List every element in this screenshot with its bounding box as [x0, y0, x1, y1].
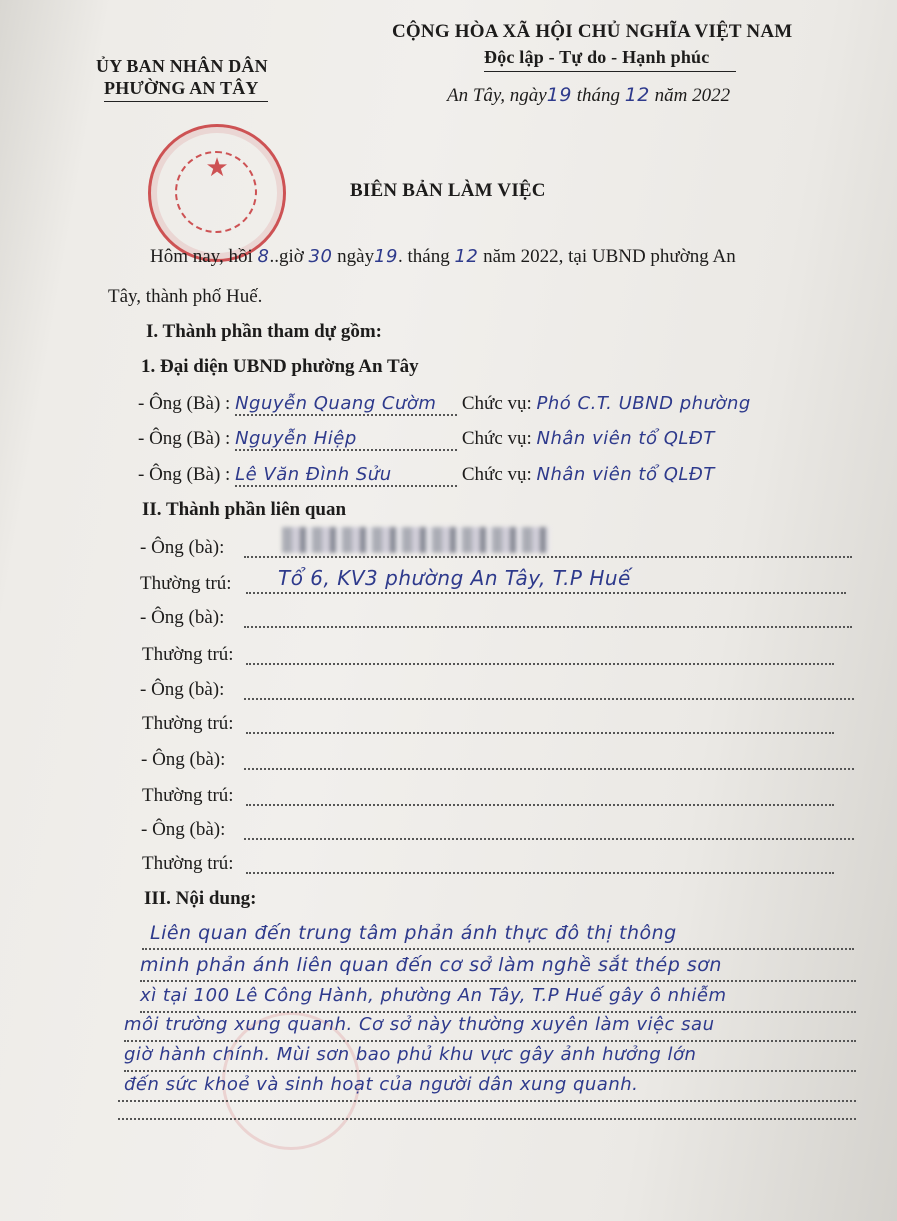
- content-dotted-line: [124, 1040, 856, 1042]
- content-dotted-line: [140, 1011, 856, 1013]
- content-line: giờ hành chính. Mùi sơn bao phủ khu vực gây ảnh hưởng lớn: [124, 1044, 697, 1065]
- member-role-label: Chức vụ:: [461, 464, 532, 485]
- opening-minute: 30: [308, 246, 333, 267]
- residence-label: Thường trú:: [142, 713, 234, 734]
- opening-word3: ngày: [337, 246, 375, 267]
- document-title: BIÊN BẢN LÀM VIỆC: [350, 180, 546, 201]
- person-dotted-line: [244, 698, 854, 700]
- member-row: [138, 393, 751, 416]
- member-name: Nguyễn Hiệp: [235, 428, 457, 451]
- date-year: năm 2022: [654, 85, 731, 106]
- opening-line1: [150, 246, 736, 268]
- residence-label: Thường trú:: [142, 644, 234, 665]
- residence-dotted-line: [246, 663, 834, 665]
- person-label: - Ông (bà):: [141, 819, 226, 840]
- section1-heading: I. Thành phần tham dự gồm:: [146, 321, 382, 342]
- person-dotted-line: [244, 556, 852, 558]
- content-dotted-line: [140, 980, 856, 982]
- residence-dotted-line: [246, 872, 834, 874]
- section1-subheading: 1. Đại diện UBND phường An Tây: [141, 356, 419, 377]
- opening-hour: 8: [257, 246, 270, 267]
- residence-label: Thường trú:: [140, 573, 232, 594]
- nation-line2: Độc lập - Tự do - Hạnh phúc: [484, 47, 710, 67]
- agency-underline: [104, 101, 268, 102]
- agency-line1: ỦY BAN NHÂN DÂN: [96, 56, 268, 76]
- content-line: minh phản ánh liên quan đến cơ sở làm nghề sắt thép sơn: [140, 954, 722, 976]
- member-label: - Ông (Bà) :: [138, 393, 231, 414]
- residence-dotted-line: [246, 804, 834, 806]
- member-name: Nguyễn Quang Cườm: [235, 393, 457, 416]
- member-role-label: Chức vụ:: [461, 393, 532, 414]
- opening-word5: năm 2022, tại UBND phường An: [483, 246, 736, 267]
- member-role: Phó C.T. UBND phường: [536, 393, 751, 414]
- redacted-name-blur: [282, 527, 550, 553]
- content-line: đến sức khoẻ và sinh hoạt của người dân xung quanh.: [124, 1074, 639, 1095]
- person-label: - Ông (bà):: [141, 749, 226, 770]
- nation-line1: CỘNG HÒA XÃ HỘI CHỦ NGHĨA VIỆT NAM: [392, 21, 793, 42]
- person-dotted-line: [244, 838, 854, 840]
- residence-label: Thường trú:: [142, 853, 234, 874]
- person-label: - Ông (bà):: [140, 679, 225, 700]
- section2-heading: II. Thành phần liên quan: [142, 499, 347, 520]
- person-label: - Ông (bà):: [140, 537, 225, 558]
- opening-word4: . tháng: [398, 246, 450, 267]
- member-row: [138, 428, 715, 451]
- opening-day: 19: [374, 246, 399, 267]
- content-line: Liên quan đến trung tâm phản ánh thực đô thị thông: [150, 922, 677, 944]
- member-row: [138, 464, 715, 487]
- residence-dotted-line: [246, 592, 846, 594]
- date-month: 12: [624, 84, 650, 106]
- content-line: môi trường xung quanh. Cơ sở này thường xuyên làm việc sau: [124, 1014, 715, 1035]
- opening-line2: Tây, thành phố Huế.: [108, 286, 263, 307]
- content-dotted-line: [124, 1070, 856, 1072]
- content-dotted-line: [118, 1100, 856, 1102]
- person-label: - Ông (bà):: [140, 607, 225, 628]
- member-role-label: Chức vụ:: [461, 428, 532, 449]
- opening-month: 12: [454, 246, 479, 267]
- residence-value: Tổ 6, KV3 phường An Tây, T.P Huế: [278, 566, 631, 590]
- date-prefix: An Tây, ngày: [447, 85, 547, 106]
- member-role: Nhân viên tổ QLĐT: [536, 428, 715, 449]
- opening-word2: ..giờ: [269, 246, 304, 267]
- content-dotted-line: [118, 1118, 856, 1120]
- opening-word1: Hôm nay, hồi: [150, 246, 253, 267]
- residence-label: Thường trú:: [142, 785, 234, 806]
- nation-underline: [484, 71, 736, 72]
- date-line: [447, 84, 730, 107]
- seal-star-icon: ★: [205, 153, 229, 182]
- section3-heading: III. Nội dung:: [144, 888, 257, 909]
- date-day: 19: [546, 84, 572, 106]
- official-seal-stamp: [148, 124, 286, 262]
- content-dotted-line: [142, 948, 854, 950]
- residence-dotted-line: [246, 732, 834, 734]
- member-role: Nhân viên tổ QLĐT: [536, 464, 715, 485]
- agency-line2: PHƯỜNG AN TÂY: [104, 78, 259, 98]
- member-name: Lê Văn Đình Sửu: [235, 464, 457, 487]
- content-line: xì tại 100 Lê Công Hành, phường An Tây, T.P Huế gây ô nhiễm: [140, 985, 727, 1006]
- member-label: - Ông (Bà) :: [138, 464, 231, 485]
- person-dotted-line: [244, 768, 854, 770]
- member-label: - Ông (Bà) :: [138, 428, 231, 449]
- date-month-word: tháng: [576, 85, 620, 106]
- person-dotted-line: [244, 626, 852, 628]
